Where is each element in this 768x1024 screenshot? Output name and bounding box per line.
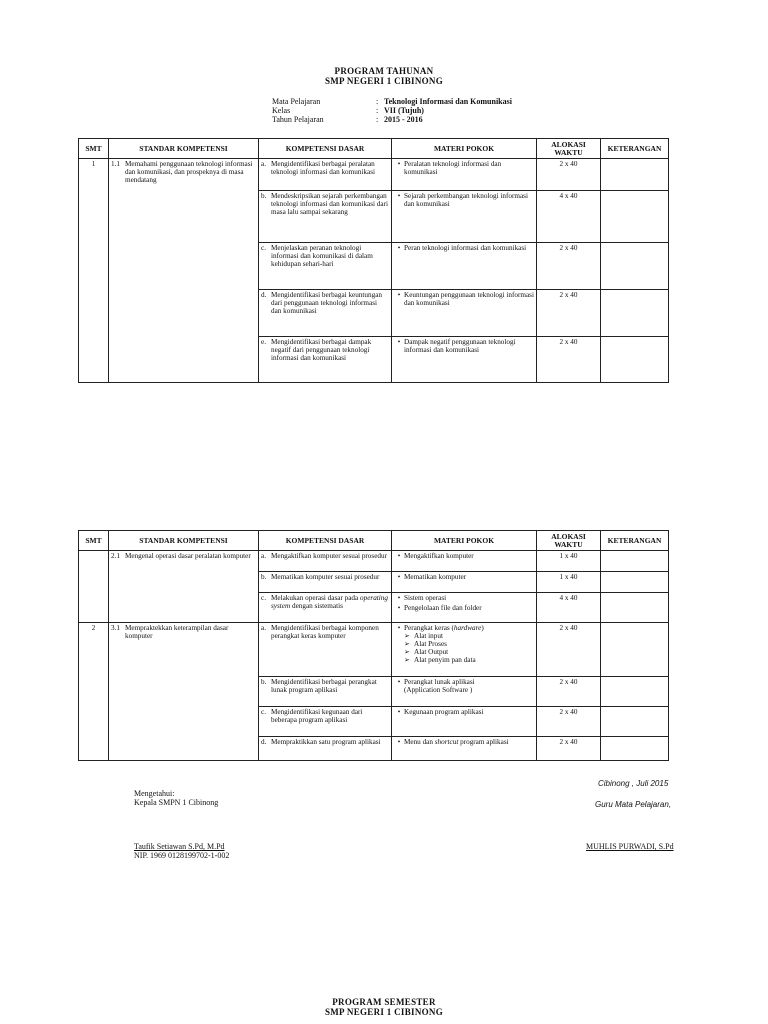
mp-cell: • Perangkat lunak aplikasi (Application Software ) <box>392 677 537 707</box>
sk-cell: 1.1 Memahami penggunaan teknologi informasi dan komunikasi, dan prospeknya di masa mendatang <box>109 159 259 383</box>
bullet-icon: • <box>397 552 401 560</box>
aw-cell: 2 x 40 <box>537 337 601 383</box>
aw-cell: 1 x 40 <box>537 572 601 593</box>
bullet-icon: • <box>397 678 401 686</box>
kd-cell: d. Mempraktikkan satu program aplikasi <box>259 737 392 761</box>
keterangan-cell <box>601 623 669 677</box>
keterangan-cell <box>601 737 669 761</box>
aw-cell: 2 x 40 <box>537 243 601 290</box>
keterangan-cell <box>601 707 669 737</box>
aw-cell: 4 x 40 <box>537 191 601 243</box>
keterangan-cell <box>601 593 669 623</box>
left-signature-heading: Mengetahui: Kepala SMPN 1 Cibinong <box>134 789 219 807</box>
title-line-2: SMP NEGERI 1 CIBINONG <box>324 76 444 86</box>
mp-cell: • Mematikan komputer <box>392 572 537 593</box>
bullet-icon: • <box>397 624 401 632</box>
kd-cell: c. Menjelaskan peranan teknologi informasi dan komunikasi di dalam kehidupan sehari-hari <box>259 243 392 290</box>
keterangan-cell <box>601 337 669 383</box>
aw-cell: 2 x 40 <box>537 737 601 761</box>
signature-date: Cibinong , Juli 2015 <box>598 779 669 788</box>
kd-cell: a. Mengidentifikasi berbagai peralatan teknologi informasi dan komunikasi <box>259 159 392 191</box>
bullet-icon: • <box>397 291 401 299</box>
bullet-icon: • <box>397 573 401 581</box>
aw-cell: 2 x 40 <box>537 623 601 677</box>
kd-cell: b. Mematikan komputer sesuai prosedur <box>259 572 392 593</box>
aw-cell: 2 x 40 <box>537 159 601 191</box>
kd-cell: a. Mengaktifkan komputer sesuai prosedur <box>259 551 392 572</box>
bullet-icon: • <box>397 738 401 746</box>
table-row <box>79 623 669 677</box>
col-header-kompetensi-dasar: KOMPETENSI DASAR <box>259 139 392 159</box>
col-header-keterangan: KETERANGAN <box>601 531 669 551</box>
kd-cell: d. Mengidentifikasi berbagai keuntungan dari penggunaan teknologi informasi dan komunikasi <box>259 290 392 337</box>
aw-cell: 2 x 40 <box>537 677 601 707</box>
bullet-icon: • <box>397 594 401 602</box>
mp-cell: • Perangkat keras (hardware) ➢ Alat input ➢ Alat Proses ➢ Alat Output ➢ Alat penyim pan data <box>392 623 537 677</box>
kd-cell: a. Mengidentifikasi berbagai komponen perangkat keras komputer <box>259 623 392 677</box>
mp-cell: • Peran teknologi informasi dan komunikasi <box>392 243 537 290</box>
kd-cell: e. Mengidentifikasi berbagai dampak negatif dari penggunaan teknologi informasi dan komunikasi <box>259 337 392 383</box>
mp-cell: • Mengaktifkan komputer <box>392 551 537 572</box>
keterangan-cell <box>601 677 669 707</box>
subject-info: Mata Pelajaran : Teknologi Informasi dan Komunikasi Kelas : VII (Tujuh) Tahun Pelajaran : 2015 - 2016 <box>272 97 512 124</box>
kd-cell: c. Melakukan operasi dasar pada operating system dengan sistematis <box>259 593 392 623</box>
keterangan-cell <box>601 191 669 243</box>
kd-cell: c. Mengidentifikasi kegunaan dari beberapa program aplikasi <box>259 707 392 737</box>
bullet-icon: • <box>397 192 401 200</box>
program-table-1 <box>78 138 669 383</box>
smt-cell: 2 <box>79 623 109 761</box>
col-header-smt: SMT <box>79 531 109 551</box>
col-header-materi-pokok: MATERI POKOK <box>392 139 537 159</box>
aw-cell: 2 x 40 <box>537 707 601 737</box>
principal-name: Taufik Setiawan S.Pd, M.Pd <box>134 842 225 851</box>
mp-cell: • Sistem operasi • Pengelolaan file dan folder <box>392 593 537 623</box>
keterangan-cell <box>601 159 669 191</box>
kd-cell: b. Mengidentifikasi berbagai perangkat lunak program aplikasi <box>259 677 392 707</box>
keterangan-cell <box>601 243 669 290</box>
next-document-title: PROGRAM SEMESTER SMP NEGERI 1 CIBINONG <box>324 997 444 1017</box>
table-row <box>79 551 669 572</box>
table-row <box>79 159 669 191</box>
col-header-standar-kompetensi: STANDAR KOMPETENSI <box>109 139 259 159</box>
col-header-materi-pokok: MATERI POKOK <box>392 531 537 551</box>
mp-cell: • Sejarah perkembangan teknologi informasi dan komunikasi <box>392 191 537 243</box>
mp-cell: • Kegunaan program aplikasi <box>392 707 537 737</box>
col-header-keterangan: KETERANGAN <box>601 139 669 159</box>
col-header-alokasi-waktu: ALOKASI WAKTU <box>537 139 601 159</box>
teacher-name: MUHLIS PURWADI, S.Pd <box>586 842 674 851</box>
table-header-row <box>79 139 669 159</box>
aw-cell: 1 x 40 <box>537 551 601 572</box>
mp-cell: • Dampak negatif penggunaan teknologi informasi dan komunikasi <box>392 337 537 383</box>
arrow-right-icon: ➢ <box>404 656 411 664</box>
col-header-smt: SMT <box>79 139 109 159</box>
col-header-kompetensi-dasar: KOMPETENSI DASAR <box>259 531 392 551</box>
bullet-icon: • <box>397 244 401 252</box>
right-signature-heading: Guru Mata Pelajaran, <box>595 800 672 809</box>
arrow-right-icon: ➢ <box>404 632 411 640</box>
document-title <box>0 66 768 86</box>
arrow-right-icon: ➢ <box>404 648 411 656</box>
mp-cell: • Menu dan shortcut program aplikasi <box>392 737 537 761</box>
aw-cell: 2 x 40 <box>537 290 601 337</box>
sk-cell: 3.1 Mempraktekkan keterampilan dasar komputer <box>109 623 259 761</box>
col-header-alokasi-waktu: ALOKASI WAKTU <box>537 531 601 551</box>
bullet-icon: • <box>397 338 401 346</box>
kd-cell: b. Mendeskripsikan sejarah perkembangan teknologi informasi dan komunikasi dari masa lalu sampai sekarang <box>259 191 392 243</box>
left-signatory <box>134 842 229 860</box>
keterangan-cell <box>601 551 669 572</box>
title-line-1: PROGRAM TAHUNAN <box>334 66 434 76</box>
bullet-icon: • <box>397 708 401 716</box>
program-table-2 <box>78 530 669 761</box>
principal-nip: NIP. 1969 0128199702-1-002 <box>134 851 230 860</box>
col-header-standar-kompetensi: STANDAR KOMPETENSI <box>109 531 259 551</box>
arrow-right-icon: ➢ <box>404 640 411 648</box>
smt-cell: 1 <box>79 159 109 383</box>
table-header-row <box>79 531 669 551</box>
keterangan-cell <box>601 290 669 337</box>
mp-cell: • Peralatan teknologi informasi dan komunikasi <box>392 159 537 191</box>
keterangan-cell <box>601 572 669 593</box>
bullet-icon: • <box>397 160 401 168</box>
sk-cell: 2.1 Mengenal operasi dasar peralatan komputer <box>109 551 259 623</box>
bullet-icon: • <box>397 604 401 612</box>
aw-cell: 4 x 40 <box>537 593 601 623</box>
smt-cell <box>79 551 109 623</box>
mp-cell: • Keuntungan penggunaan teknologi informasi dan komunikasi <box>392 290 537 337</box>
